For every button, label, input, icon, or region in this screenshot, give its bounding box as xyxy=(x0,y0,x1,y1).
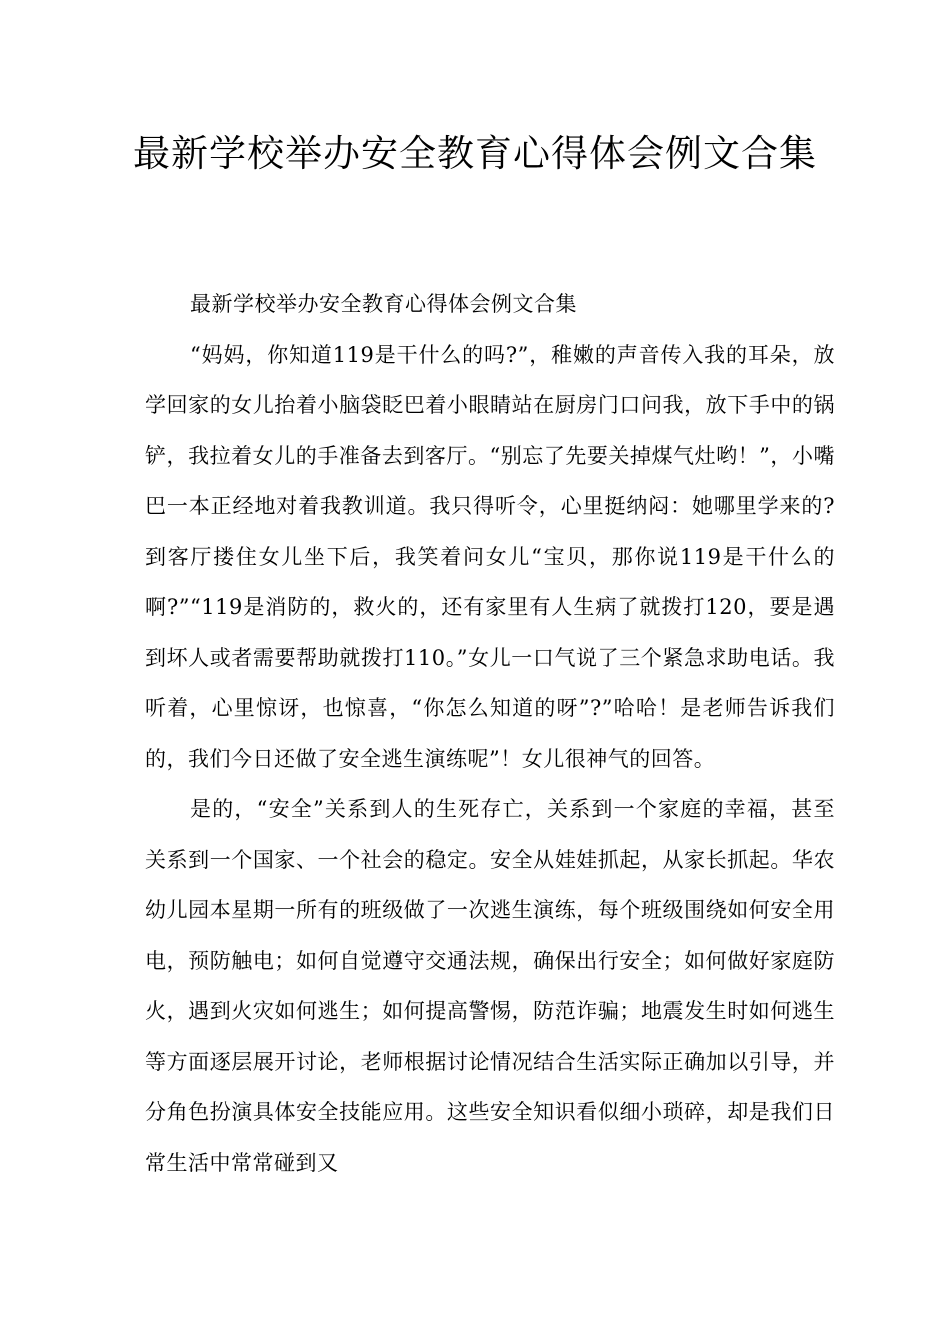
paragraph: “妈妈，你知道119是干什么的吗?”，稚嫩的声音传入我的耳朵，放学回家的女儿抬着小脑袋眨巴着小眼睛站在厨房门口问我，放下手中的锅铲，我拉着女儿的手准备去到客厅。“别忘了先要关掉煤气灶哟！”，小嘴巴一本正经地对着我教训道。我只得听令，心里挺纳闷：她哪里学来的?到客厅搂住女儿坐下后，我笑着问女儿“宝贝，那你说119是干什么的啊?”“119是消防的，救火的，还有家里有人生病了就拨打120，要是遇到坏人或者需要帮助就拨打110。”女儿一口气说了三个紧急求助电话。我听着，心里惊讶，也惊喜，“你怎么知道的呀”?”哈哈！是老师告诉我们的，我们今日还做了安全逃生演练呢”！女儿很神气的回答。 xyxy=(145,342,835,771)
document-title: 最新学校举办安全教育心得体会例文合集 xyxy=(133,132,817,175)
paragraph-subtitle: 最新学校举办安全教育心得体会例文合集 xyxy=(190,292,577,316)
paragraph: 是的，“安全”关系到人的生死存亡，关系到一个家庭的幸福，甚至关系到一个国家、一个社会的稳定。安全从娃娃抓起，从家长抓起。华农幼儿园本星期一所有的班级做了一次逃生演练，每个班级围绕如何安全用电，预防触电；如何自觉遵守交通法规，确保出行安全；如何做好家庭防火，遇到火灾如何逃生；如何提高警惕，防范诈骗；地震发生时如何逃生等方面逐层展开讨论，老师根据讨论情况结合生活实际正确加以引导，并分角色扮演具体安全技能应用。这些安全知识看似细小琐碎，却是我们日常生活中常常碰到又 xyxy=(145,797,835,1175)
document-body xyxy=(145,279,835,1188)
